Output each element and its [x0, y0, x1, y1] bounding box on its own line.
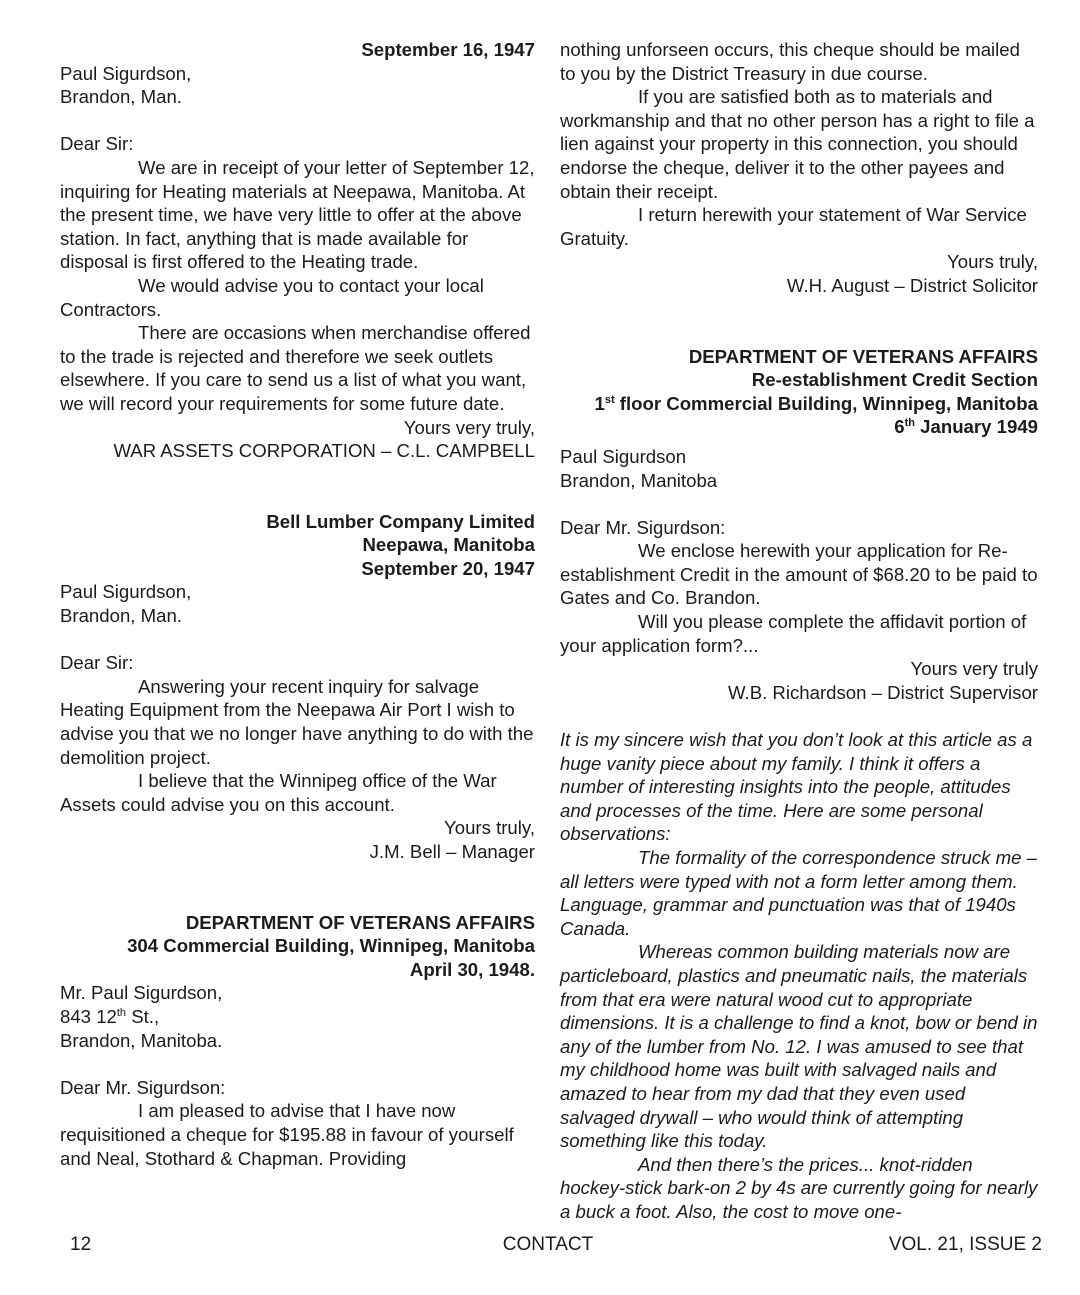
- volume-issue: VOL. 21, ISSUE 2: [888, 1234, 1042, 1255]
- signature: W.H. August – District Solicitor: [786, 274, 1038, 296]
- letter-paragraph: There are occasions when merchandise offered to the trade is rejected and therefore we seek outlets elsewhere. If you care to send us a list of what you want, we will record your requirements for some future date.: [60, 322, 531, 414]
- recipient-line: Paul Sigurdson,: [60, 581, 192, 603]
- recipient-line: Brandon, Manitoba.: [60, 1029, 223, 1051]
- letter-date: September 20, 1947: [361, 557, 535, 579]
- letter-paragraph: I return herewith your statement of War Service Gratuity.: [560, 204, 1027, 249]
- salutation: Dear Sir:: [60, 652, 134, 674]
- recipient-line: Brandon, Man.: [60, 86, 182, 108]
- salutation: Dear Mr. Sigurdson:: [560, 516, 726, 538]
- signature: W.B. Richardson – District Supervisor: [728, 681, 1038, 703]
- right-column: [560, 38, 1038, 1224]
- letterhead-line: 1st floor Commercial Building, Winnipeg, Manitoba: [594, 392, 1038, 414]
- letter-paragraph: We would advise you to contact your local Contractors.: [60, 274, 484, 320]
- letterhead-line: Bell Lumber Company Limited: [266, 510, 535, 532]
- letterhead-line: Neepawa, Manitoba: [362, 534, 535, 556]
- recipient-line: Mr. Paul Sigurdson,: [60, 982, 223, 1004]
- commentary-paragraph: Whereas common building materials now are particleboard, plastics and pneumatic nails, the materials from that era were natural wood cut to appropriate dimensions. It is a challenge to find a knot, bow or bend in any of the lumber from No. 12. I was amused to see that my childhood home was built with salvaged nails and amazed to hear from my dad that they even used salvaged drywall – who would think of attempting something like this today.: [560, 941, 1038, 1152]
- letter-paragraph: We enclose herewith your application for Re-establishment Credit in the amount of $68.20 to be paid to Gates and Co. Brandon.: [560, 540, 1038, 609]
- letterhead-line: Re-establishment Credit Section: [751, 369, 1038, 391]
- letter-war-assets: [60, 38, 535, 463]
- letter-paragraph: Answering your recent inquiry for salvage Heating Equipment from the Neepawa Air Port I wish to advise you that we no longer have anything to do with the demolition project.: [60, 675, 534, 768]
- letter-paragraph: Will you please complete the affidavit portion of your application form?...: [560, 611, 1027, 656]
- publication-name: CONTACT: [502, 1234, 594, 1255]
- letter-veterans-affairs-1948: [60, 911, 535, 1171]
- letter-veterans-affairs-1948-continued: [560, 38, 1038, 298]
- commentary-paragraph: It is my sincere wish that you don’t look at this article as a huge vanity piece about my family. I think it offers a number of interesting insights into the people, attitudes and processes of the time. Here are some personal observations:: [560, 729, 1033, 845]
- author-commentary: [560, 728, 1038, 1223]
- closing: Yours very truly,: [403, 416, 535, 438]
- recipient-line: 843 12th St.,: [60, 1005, 160, 1027]
- letter-veterans-affairs-1949: [560, 345, 1038, 705]
- letter-paragraph: nothing unforseen occurs, this cheque should be mailed to you by the District Treasury in due course.: [560, 39, 1020, 84]
- salutation: Dear Mr. Sigurdson:: [60, 1076, 226, 1098]
- letter-paragraph: If you are satisfied both as to materials and workmanship and that no other person has a right to file a lien against your property in this connection, you should endorse the cheque, deliver it to the other payees and obtain their receipt.: [560, 86, 1035, 202]
- letter-bell-lumber: [60, 510, 535, 864]
- closing: Yours truly,: [444, 817, 535, 839]
- recipient-line: Paul Sigurdson,: [60, 62, 192, 84]
- page-number: 12: [70, 1234, 92, 1255]
- letterhead-line: DEPARTMENT OF VETERANS AFFAIRS: [185, 911, 535, 933]
- recipient-line: Paul Sigurdson: [560, 445, 687, 467]
- letter-paragraph: I am pleased to advise that I have now requisitioned a cheque for $195.88 in favour of yourself and Neal, Stothard & Chapman. Providing: [60, 1100, 514, 1169]
- letter-paragraph: We are in receipt of your letter of September 12, inquiring for Heating materials at Neepawa, Manitoba. At the present time, we have very little to offer at the above station. In fact, anything that is made available for disposal is first offered to the Heating trade.: [60, 156, 535, 273]
- closing: Yours truly,: [947, 251, 1038, 273]
- salutation: Dear Sir:: [60, 133, 134, 155]
- signature: J.M. Bell – Manager: [369, 841, 535, 862]
- closing: Yours very truly: [910, 658, 1038, 680]
- commentary-paragraph: The formality of the correspondence struck me – all letters were typed with not a form letter among them. Language, grammar and punctuation was that of 1940s Canada.: [560, 847, 1037, 939]
- commentary-paragraph: And then there’s the prices... knot-ridden hockey-stick bark-on 2 by 4s are currently going for nearly a buck a foot. Also, the cost to move one-: [560, 1153, 1038, 1222]
- letter-date: September 16, 1947: [361, 39, 535, 60]
- letter-paragraph: I believe that the Winnipeg office of the War Assets could advise you on this account.: [60, 770, 497, 815]
- letter-date: April 30, 1948.: [409, 958, 535, 980]
- letterhead-line: DEPARTMENT OF VETERANS AFFAIRS: [688, 345, 1038, 367]
- recipient-line: Brandon, Man.: [60, 605, 182, 627]
- signature: WAR ASSETS CORPORATION – C.L. CAMPBELL: [113, 440, 535, 462]
- left-column: [60, 38, 535, 1170]
- letterhead-line: 304 Commercial Building, Winnipeg, Manitoba: [127, 935, 535, 957]
- letter-date: 6th January 1949: [894, 416, 1038, 438]
- recipient-line: Brandon, Manitoba: [560, 469, 718, 491]
